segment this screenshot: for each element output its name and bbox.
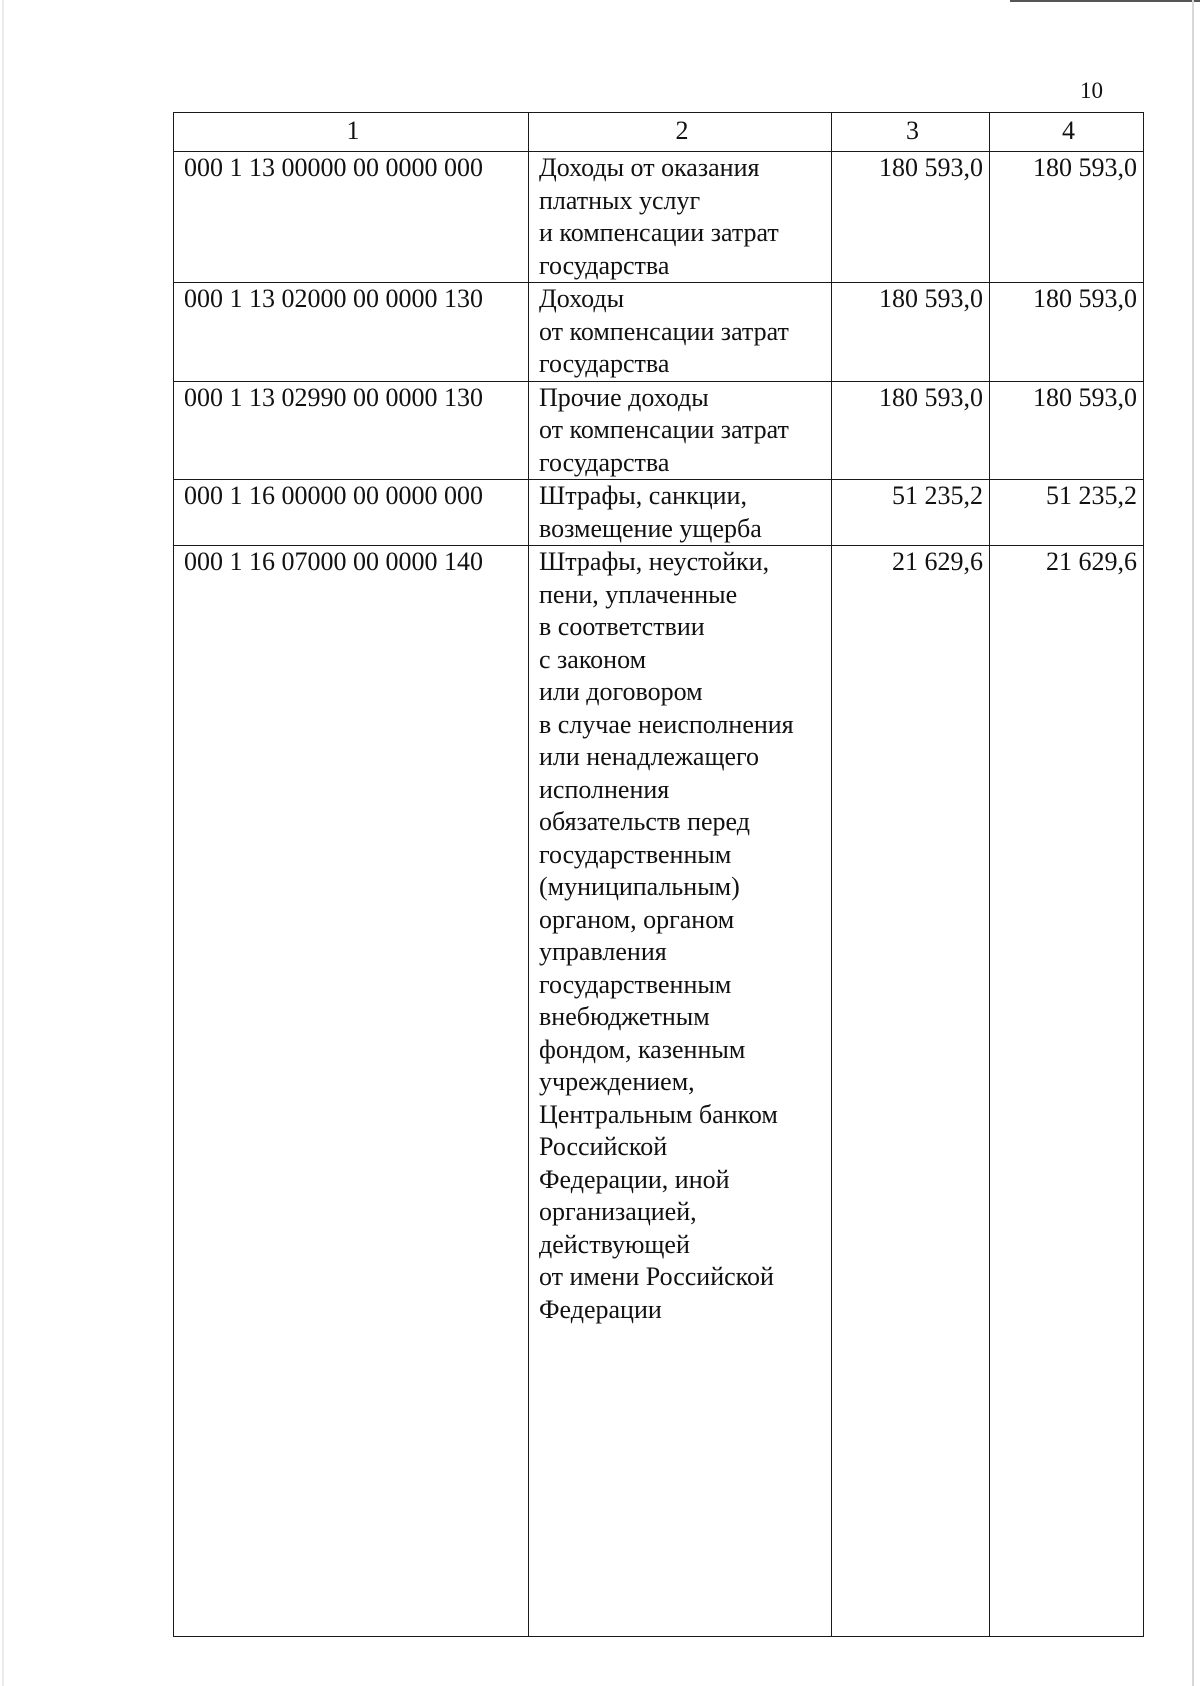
row-name-line: от имени Российской — [539, 1262, 774, 1291]
row-value-col3: 180 593,0 — [832, 152, 990, 283]
table-row — [174, 381, 1144, 480]
scan-edge-right — [1192, 0, 1194, 1686]
row-value-col3: 180 593,0 — [832, 283, 990, 382]
row-code: 000 1 13 02000 00 0000 130 — [174, 283, 529, 382]
row-name-line: и компенсации затрат — [539, 218, 779, 247]
row-name-line: внебюджетным — [539, 1002, 710, 1031]
row-name-line: органом, органом — [539, 904, 735, 934]
header-col-3: 3 — [832, 113, 990, 152]
row-value-col4: 180 593,0 — [990, 283, 1144, 382]
row-name-line: платных услуг — [539, 185, 701, 215]
row-code: 000 1 16 00000 00 0000 000 — [174, 480, 529, 546]
table-row — [174, 152, 1144, 283]
row-name-line: организацией, — [539, 1197, 697, 1226]
row-name-line: фондом, казенным — [539, 1034, 746, 1064]
row-name-line: Российской — [539, 1132, 668, 1161]
row-name-line: действующей — [539, 1229, 690, 1259]
row-name-line: или договором — [539, 677, 703, 706]
header-row — [174, 113, 1144, 152]
row-name-line: Федерации, иной — [539, 1164, 730, 1194]
row-value-col4: 51 235,2 — [990, 480, 1144, 546]
row-name-line: Штрафы, неустойки, — [539, 547, 770, 576]
row-name-line: исполнения — [539, 774, 670, 804]
row-name — [529, 152, 832, 283]
row-name-line: возмещение ущерба — [539, 513, 762, 543]
row-value-col3: 21 629,6 — [832, 546, 990, 1637]
row-name-line: с законом — [539, 644, 647, 674]
row-value-col3: 180 593,0 — [832, 381, 990, 480]
row-value-col4: 180 593,0 — [990, 381, 1144, 480]
scan-edge-top — [1010, 0, 1200, 2]
page-number: 10 — [1080, 78, 1103, 103]
row-value-col4: 180 593,0 — [990, 152, 1144, 283]
row-name-line: государства — [539, 447, 670, 477]
row-name — [529, 546, 832, 1637]
row-name-line: Доходы от оказания — [539, 153, 760, 182]
row-name — [529, 480, 832, 546]
table-row — [174, 283, 1144, 382]
header-col-2: 2 — [529, 113, 832, 152]
row-name-line: государства — [539, 250, 670, 280]
row-name-line: обязательств перед — [539, 807, 750, 836]
row-name-line: Доходы — [539, 284, 625, 313]
row-code: 000 1 16 07000 00 0000 140 — [174, 546, 529, 1637]
row-name-line: государства — [539, 349, 670, 378]
row-name-line: (муниципальным) — [539, 872, 740, 901]
row-name — [529, 283, 832, 382]
table-row — [174, 546, 1144, 1637]
row-name-line: государственным — [539, 839, 732, 869]
row-name-line: в соответствии — [539, 612, 705, 641]
table-row — [174, 480, 1144, 546]
row-name-line: учреждением, — [539, 1067, 695, 1096]
row-code: 000 1 13 02990 00 0000 130 — [174, 381, 529, 480]
revenue-table — [173, 112, 1144, 1637]
row-value-col4: 21 629,6 — [990, 546, 1144, 1637]
row-name-line: от компенсации затрат — [539, 316, 789, 346]
row-name-line: от компенсации затрат — [539, 415, 789, 444]
header-col-1: 1 — [174, 113, 529, 152]
row-name-line: управления — [539, 937, 667, 966]
row-name — [529, 381, 832, 480]
scan-edge-left — [2, 0, 4, 1686]
row-name-line: пени, уплаченные — [539, 579, 738, 609]
row-name-line: или ненадлежащего — [539, 742, 760, 771]
header-col-4: 4 — [990, 113, 1144, 152]
row-name-line: Центральным банком — [539, 1099, 778, 1129]
row-name-line: в случае неисполнения — [539, 709, 794, 739]
row-name-line: Штрафы, санкции, — [539, 481, 747, 510]
row-name-line: Федерации — [539, 1294, 662, 1324]
row-code: 000 1 13 00000 00 0000 000 — [174, 152, 529, 283]
row-name-line: Прочие доходы — [539, 382, 709, 412]
row-name-line: государственным — [539, 969, 732, 999]
row-value-col3: 51 235,2 — [832, 480, 990, 546]
